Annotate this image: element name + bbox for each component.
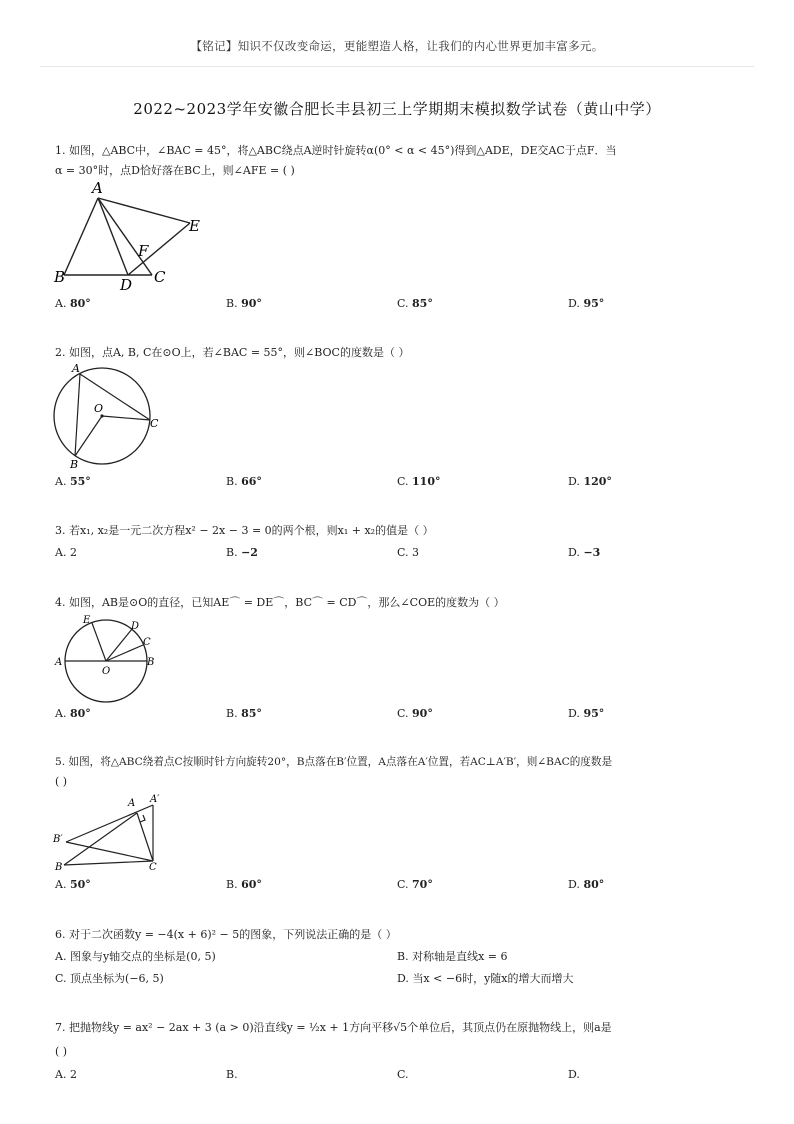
question-5-text-cont: ( ) [55, 775, 68, 788]
label-a-prime: A′ [150, 794, 160, 805]
label-b-prime: B′ [53, 834, 63, 845]
radius-oc [106, 645, 143, 661]
segment-ab [64, 198, 98, 275]
q3-option-a[interactable]: A. 2 [55, 546, 77, 559]
q1-option-a[interactable]: A. 80° [55, 297, 91, 310]
segment-ac [98, 198, 152, 275]
segment-ad [98, 198, 128, 275]
q1-option-d[interactable]: D. 95° [568, 297, 605, 310]
q6-option-d[interactable]: D. 当x < −6时，y随x的增大而增大 [397, 972, 574, 985]
radius-oe [92, 623, 106, 661]
question-1-text-cont: α = 30°时，点D恰好落在BC上，则∠AFE = ( ) [55, 164, 295, 177]
radius-od [106, 629, 132, 661]
label-b: B [54, 268, 66, 286]
q5-option-a[interactable]: A. 50° [55, 878, 91, 891]
question-5-text: 5. 如图，将△ABC绕着点C按顺时针方向旋转20°，B点落在B′位置，A点落在A′位置，若AC⊥A′B′，则∠BAC的度数是 [55, 756, 613, 768]
q4-option-a[interactable]: A. 80° [55, 707, 91, 720]
q6-option-c[interactable]: C. 顶点坐标为(−6, 5) [55, 972, 164, 985]
question-2-figure [50, 362, 165, 472]
chord-ac [80, 374, 150, 420]
q5-option-d[interactable]: D. 80° [568, 878, 605, 891]
q3-option-c[interactable]: C. 3 [397, 546, 420, 559]
label-o: O [102, 666, 111, 677]
radius-ob [75, 416, 102, 456]
label-b: B [70, 458, 79, 471]
q5-option-c[interactable]: C. 70° [397, 878, 433, 891]
label-d: D [131, 621, 140, 632]
question-6-text: 6. 对于二次函数y = −4(x + 6)² − 5的图象，下列说法正确的是（ ） [55, 928, 397, 941]
q1-option-b[interactable]: B. 90° [226, 297, 262, 310]
q2-option-c[interactable]: C. 110° [397, 475, 441, 488]
q3-option-d[interactable]: D. −3 [568, 546, 601, 559]
question-3-text: 3. 若x₁, x₂是一元二次方程x² − 2x − 3 = 0的两个根，则x₁ + x₂的值是（ ） [55, 524, 434, 537]
segment-bc [64, 861, 153, 865]
label-b: B [55, 862, 63, 872]
q7-option-d[interactable]: D. [568, 1068, 580, 1081]
label-c: C [154, 268, 166, 286]
page-title: 2022~2023学年安徽合肥长丰县初三上学期期末模拟数学试卷（黄山中学） [133, 100, 661, 118]
label-c: C [149, 862, 157, 872]
segment-ae [98, 198, 190, 223]
label-a: A [55, 657, 63, 668]
q6-option-a[interactable]: A. 图象与y轴交点的坐标是(0, 5) [55, 950, 216, 963]
chord-ab [75, 374, 80, 456]
label-f: F [138, 242, 149, 260]
label-c: C [143, 637, 151, 648]
question-1-text: 1. 如图，△ABC中，∠BAC = 45°，将△ABC绕点A逆时针旋转α(0° < α < 45°)得到△ADE，DE交AC于点F．当 [55, 144, 617, 157]
label-e: E [189, 217, 200, 235]
right-angle-mark [140, 815, 145, 822]
q7-option-c[interactable]: C. [397, 1068, 409, 1081]
motto-banner: 【铭记】知识不仅改变命运，更能塑造人格，让我们的内心世界更加丰富多元。 [190, 39, 604, 53]
question-5-figure [50, 792, 170, 872]
q5-option-b[interactable]: B. 60° [226, 878, 262, 891]
label-a: A [128, 798, 136, 809]
q4-option-c[interactable]: C. 90° [397, 707, 433, 720]
q7-option-b[interactable]: B. [226, 1068, 238, 1081]
segment-ab [64, 813, 137, 865]
label-d: D [120, 276, 133, 293]
q2-option-b[interactable]: B. 66° [226, 475, 262, 488]
q1-option-c[interactable]: C. 85° [397, 297, 433, 310]
q6-option-b[interactable]: B. 对称轴是直线x = 6 [397, 950, 508, 963]
question-4-text: 4. 如图，AB是⊙O的直径，已知AE⌒ = DE⌒，BC⌒ = CD⌒，那么∠COE的度数为（ ） [55, 596, 505, 609]
question-1-figure [50, 178, 220, 293]
q2-option-a[interactable]: A. 55° [55, 475, 91, 488]
q4-option-d[interactable]: D. 95° [568, 707, 605, 720]
q2-option-d[interactable]: D. 120° [568, 475, 612, 488]
q4-option-b[interactable]: B. 85° [226, 707, 262, 720]
question-4-figure [50, 612, 165, 704]
q3-option-b[interactable]: B. −2 [226, 546, 258, 559]
header-divider [40, 66, 754, 67]
label-c: C [150, 417, 159, 430]
label-a: A [92, 179, 103, 197]
label-a: A [72, 362, 80, 375]
question-7-text-cont: ( ) [55, 1045, 68, 1058]
question-2-text: 2. 如图，点A, B, C在⊙O上，若∠BAC = 55°，则∠BOC的度数是（ ） [55, 346, 410, 359]
label-e: E [83, 615, 91, 626]
label-o: O [94, 402, 104, 415]
radius-oc [102, 416, 150, 420]
label-b: B [147, 657, 155, 668]
q7-option-a[interactable]: A. 2 [55, 1068, 77, 1081]
segment-b-prime-c [66, 842, 153, 861]
question-7-text: 7. 把抛物线y = ax² − 2ax + 3 (a > 0)沿直线y = ½x + 1方向平移√5个单位后，其顶点仍在原抛物线上，则a是 [55, 1021, 612, 1034]
